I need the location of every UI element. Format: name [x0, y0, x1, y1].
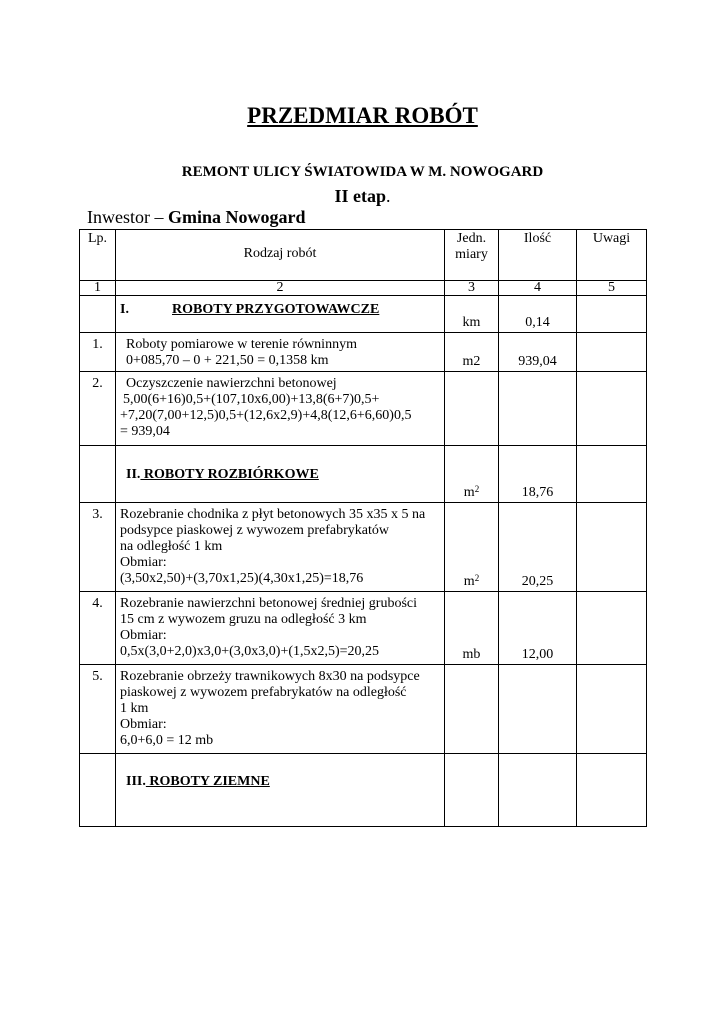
stage-label [0, 186, 725, 207]
document-subtitle: REMONT ULICY ŚWIATOWIDA W M. NOWOGARD [181, 164, 544, 180]
section-heading: II. ROBOTY ROZBIÓRKOWE [116, 446, 445, 503]
table-row [80, 372, 647, 446]
row-unit: mb [445, 665, 499, 754]
column-number: 3 [445, 281, 499, 296]
row-unit: m2 [445, 372, 499, 446]
row-quantity: 20,25 [499, 592, 577, 665]
row-description: Rozebranie chodnika z płyt betonowych 35 x35 x 5 na podsypce piaskowej z wywozem prefabrykatów na odległość 1 km Obmiar: (3,50x2,50)+(3,70x1,25)(4,30x1,25)=18,76 [116, 503, 445, 592]
row-remarks [577, 665, 647, 754]
row-description: Roboty pomiarowe w terenie równinnym 0+085,70 – 0 + 221,50 = 0,1358 km [116, 333, 445, 372]
row-unit: $m^2$ [445, 592, 499, 665]
row-remarks [577, 333, 647, 372]
section-heading: I. ROBOTY PRZYGOTOWAWCZE [116, 296, 445, 333]
header-remarks: Uwagi [577, 230, 647, 281]
investor-name: Gmina Nowogard [167, 207, 306, 227]
row-unit: $m^2$ [445, 503, 499, 592]
row-description: Oczyszczenie nawierzchni betonowej 5,00(6+16)0,5+(107,10x6,00)+13,8(6+7)0,5+ +7,20(7,00+12,5)0,5+(12,6x2,9)+4,8(12,6+6,60)0,5 = 939,04 [116, 372, 445, 446]
document-title: PRZEDMIAR ROBÓT [247, 103, 478, 128]
row-description: Rozebranie obrzeży trawnikowych 8x30 na podsypce piaskowej z wywozem prefabrykatów na odległość 1 km Obmiar: 6,0+6,0 = 12 mb [116, 665, 445, 754]
investor-line [87, 207, 306, 228]
stage-dot: . [386, 186, 391, 206]
stage-text: II etap [334, 186, 386, 206]
header-unit: Jedn. miary [445, 230, 499, 281]
row-unit: km [445, 333, 499, 372]
column-number: 4 [499, 281, 577, 296]
investor-label: Inwestor – [87, 207, 168, 227]
row-lp: 3. [80, 503, 116, 592]
column-number: 1 [80, 281, 116, 296]
header-lp: Lp. [80, 230, 116, 281]
header-work-type: Rodzaj robót [116, 230, 445, 281]
row-quantity: 18,76 [499, 503, 577, 592]
row-remarks [577, 372, 647, 446]
section-heading: III. ROBOTY ZIEMNE [116, 754, 445, 827]
header-quantity: Ilość [499, 230, 577, 281]
column-number: 2 [116, 281, 445, 296]
section-row [80, 754, 647, 827]
column-number: 5 [577, 281, 647, 296]
row-remarks [577, 503, 647, 592]
row-description: Rozebranie nawierzchni betonowej średniej grubości 15 cm z wywozem gruzu na odległość 3 km Obmiar: 0,5x(3,0+2,0)x3,0+(3,0x3,0)+(1,5x2,5)=20,25 [116, 592, 445, 665]
row-lp: 4. [80, 592, 116, 665]
row-lp: 1. [80, 333, 116, 372]
row-quantity: 939,04 [499, 372, 577, 446]
row-quantity: 12,00 [499, 665, 577, 754]
row-remarks [577, 592, 647, 665]
bill-of-quantities-table [79, 229, 647, 827]
table-row [80, 665, 647, 754]
table-header-row [80, 230, 647, 281]
row-lp: 5. [80, 665, 116, 754]
row-quantity: 0,14 [499, 333, 577, 372]
row-lp: 2. [80, 372, 116, 446]
column-number-row [80, 281, 647, 296]
